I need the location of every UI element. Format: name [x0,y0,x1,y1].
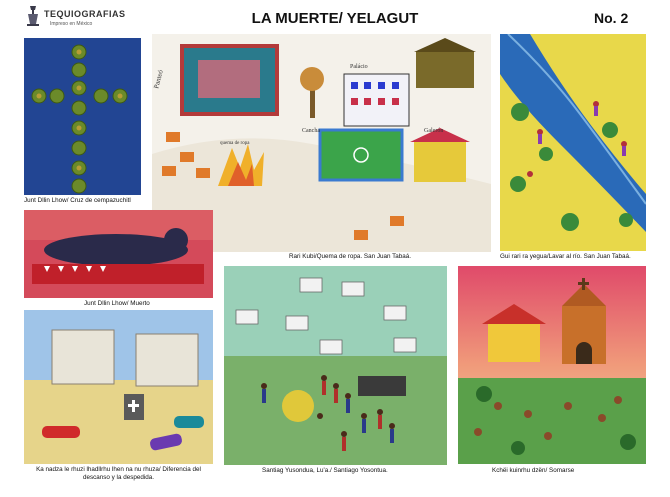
painting-church-gathering [458,266,646,464]
painting-deceased [24,210,213,298]
caption-cempasuchil-cross: Junt Dllin Lhow/ Cruz de cempazuchitl [24,197,131,204]
caption-procession: Santiag Yusondua, Lu'a./ Santiago Yosontua. [262,467,388,474]
caption-deceased: Junt Dllin Lhow/ Muerto [84,300,150,307]
brand-tagline: Impreso en México [50,21,93,27]
map-label-cancha: Cancha [302,128,320,134]
caption-rest-farewell: Ka nadza le rhuzi lhadllrhu lhen na nu rhuza/ Diferencia del descanso y la despedida. [36,466,201,481]
painting-procession [224,266,447,465]
painting-cempasuchil-cross [24,38,141,195]
painting-rest-farewell [24,310,213,464]
map-label-galeron: Galerón [424,128,444,134]
map-label-palacio: Palácio [350,64,368,70]
sheet-number: No. 2 [594,10,629,26]
page-title: LA MUERTE/ YELAGUT [251,10,419,27]
painting-river-washing [500,34,646,251]
map-label-panteon: Panteó [152,69,165,90]
caption-church-gathering: Kchëi kuinrhu dzën/ Somarse [492,467,575,474]
caption-river-washing: Gui rari ra yegua/Lavar al río. San Juan Tabaá. [500,253,631,260]
caption-clothes-burning: Rari Kubi/Quema de ropa. San Juan Tabaá. [289,253,412,260]
map-label-quema: quema de ropa [220,141,250,146]
brand-name: TEQUIOGRAFIAS [44,9,126,19]
